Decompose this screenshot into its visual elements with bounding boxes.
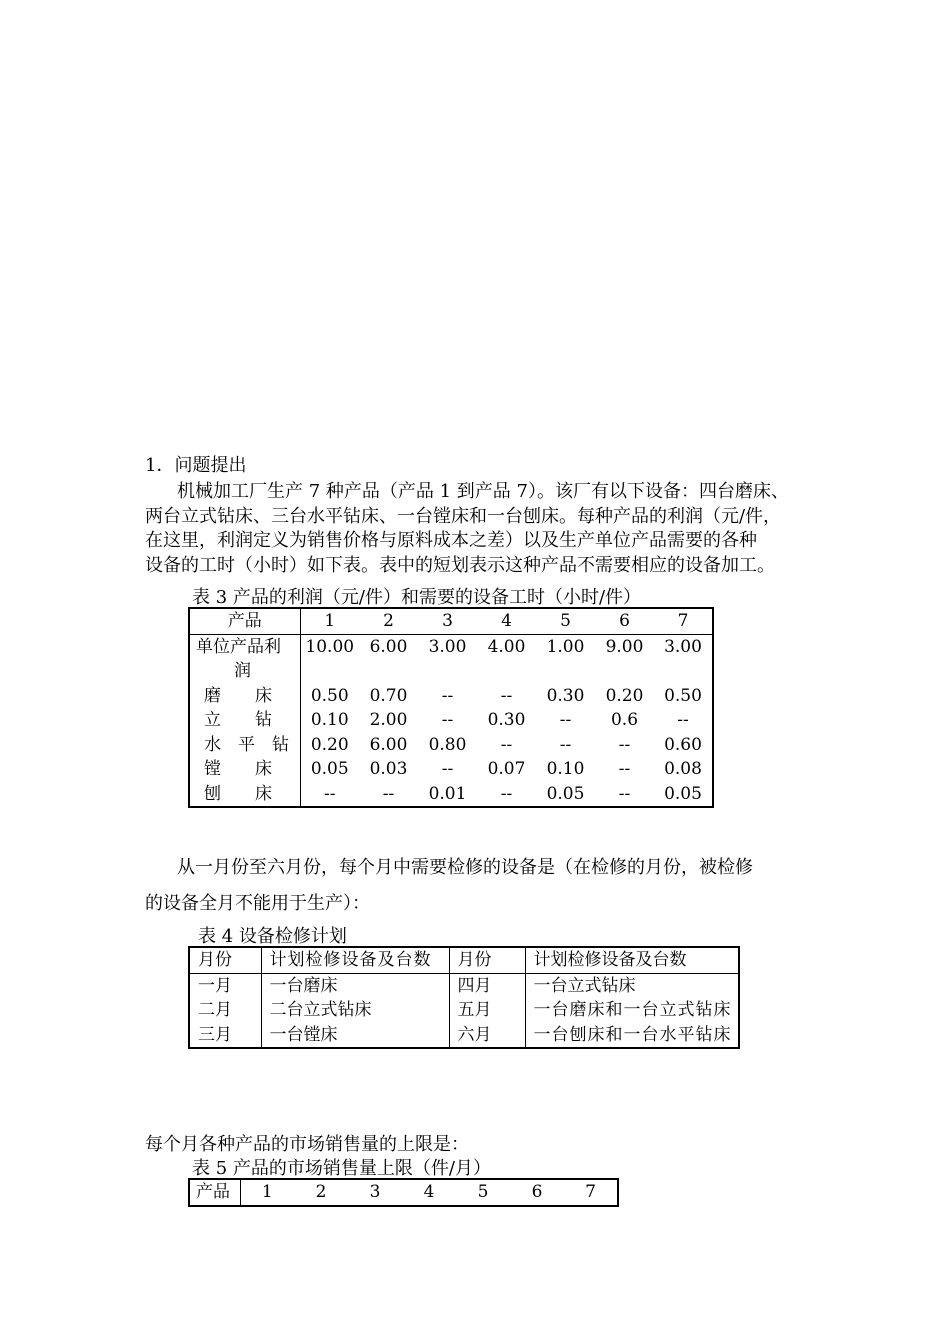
row-label xyxy=(189,634,300,684)
table-cell: -- xyxy=(500,685,513,706)
header-cell: 月份 xyxy=(189,947,261,973)
header-cell: 3 xyxy=(369,1182,381,1202)
table-header-row xyxy=(189,947,739,973)
header-cell: 7 xyxy=(654,608,713,634)
table-cell: 0.30 xyxy=(487,710,526,730)
table-cell: -- xyxy=(441,685,454,706)
table-cell: -- xyxy=(618,759,631,779)
table-row xyxy=(189,998,739,1023)
header-cell: 5 xyxy=(536,608,595,634)
table-cell: 四月 xyxy=(449,973,525,998)
table-cell: 二台立式钻床 xyxy=(261,998,449,1023)
table-row xyxy=(189,684,713,709)
table-cell: 9.00 xyxy=(605,636,644,657)
maintenance-line: 从一月份至六月份，每个月中需要检修的设备是（在检修的月份，被检修 xyxy=(177,857,753,878)
header-cell: 7 xyxy=(585,1182,596,1202)
table-cell: 0.10 xyxy=(546,759,585,779)
intro-line: 两台立式钻床、三台水平钻床、一台镗床和一台刨床。每种产品的利润（元/件， xyxy=(145,505,782,527)
table-cell: 6.00 xyxy=(369,636,408,657)
table-cell: 0.05 xyxy=(664,783,702,804)
table-cell: -- xyxy=(441,710,454,730)
header-cell: 月份 xyxy=(449,947,525,973)
table-cell: 一台刨床和一台水平钻床 xyxy=(533,1024,732,1045)
table-header-row xyxy=(189,608,713,634)
table-cell: 0.20 xyxy=(605,685,644,706)
table-cell: 0.20 xyxy=(310,734,349,755)
intro-line: 在这里，利润定义为销售价格与原料成本之差）以及生产单位产品需要的各种 xyxy=(145,530,757,551)
row-label: 磨 床 xyxy=(189,684,300,709)
table-cell: 0.70 xyxy=(369,685,408,706)
header-cell: 产品 xyxy=(189,1179,240,1206)
table-cell: 0.08 xyxy=(664,759,702,779)
table-cell: 一台镗床 xyxy=(261,1023,449,1049)
table-cell: 0.80 xyxy=(428,734,467,755)
table-cell: 3.00 xyxy=(664,636,702,657)
header-cell: 2 xyxy=(315,1182,327,1202)
header-cell: 4 xyxy=(423,1182,435,1202)
table-cell: 0.10 xyxy=(310,710,349,730)
table-cell: -- xyxy=(677,710,689,730)
table-row xyxy=(189,733,713,758)
table-row xyxy=(189,708,713,733)
table-cell: -- xyxy=(324,783,336,804)
header-cell: 计划检修设备及台数 xyxy=(261,947,449,973)
table-cell: 4.00 xyxy=(487,636,526,657)
header-cell: 5 xyxy=(477,1182,489,1202)
header-cell: 3 xyxy=(418,608,477,634)
table-cell: 0.50 xyxy=(310,685,349,706)
maintenance-plan-table xyxy=(188,946,740,1049)
table-cell: 一台磨床和一台立式钻床 xyxy=(533,1000,732,1020)
table-cell: -- xyxy=(441,759,454,779)
row-label: 刨 床 xyxy=(189,782,300,808)
row-label: 水 平 钻 xyxy=(189,733,300,758)
header-cell: 产品 xyxy=(189,608,300,634)
table-cell: 0.01 xyxy=(428,783,467,804)
intro-paragraph xyxy=(145,480,825,578)
table-cell: -- xyxy=(500,783,513,804)
header-cell: 1 xyxy=(300,608,359,634)
table-cell: 二月 xyxy=(189,998,261,1023)
table-row xyxy=(189,782,713,808)
maintenance-line: 的设备全月不能用于生产）： xyxy=(145,893,370,914)
table-cell: 一台立式钻床 xyxy=(533,975,636,996)
table-cell: 0.03 xyxy=(369,759,408,779)
header-cell: 6 xyxy=(531,1182,543,1202)
table-cell: -- xyxy=(382,783,395,804)
table-cell: 0.05 xyxy=(546,783,585,804)
table-cell: 0.50 xyxy=(664,685,702,706)
header-cell: 4 xyxy=(477,608,536,634)
header-cell: 1 xyxy=(261,1182,273,1202)
table-cell: 0.05 xyxy=(310,759,349,779)
profit-hours-table xyxy=(188,607,714,808)
table-cell: 0.07 xyxy=(487,759,526,779)
row-label: 镗 床 xyxy=(189,757,300,782)
table-cell: 0.30 xyxy=(546,685,585,706)
table-cell: 10.00 xyxy=(305,636,355,657)
table-cell: 2.00 xyxy=(369,710,408,730)
table-cell: 6.00 xyxy=(369,734,408,755)
table-cell: 五月 xyxy=(449,998,525,1023)
table-cell: 3.00 xyxy=(428,636,467,657)
table-cell: 0.6 xyxy=(610,710,639,730)
table4-caption: 表 4 设备检修计划 xyxy=(198,926,347,947)
row-label: 立 钻 xyxy=(189,708,300,733)
table-cell: 一台磨床 xyxy=(261,973,449,998)
header-cell: 2 xyxy=(359,608,418,634)
row-label-line: 润 xyxy=(234,661,251,681)
market-limit-text: 每个月各种产品的市场销售量的上限是： xyxy=(145,1134,469,1155)
table-cell: 六月 xyxy=(449,1023,525,1049)
intro-line: 设备的工时（小时）如下表。表中的短划表示这种产品不需要相应的设备加工。 xyxy=(145,554,775,576)
section-title: 1．问题提出 xyxy=(145,455,247,476)
table3-caption: 表 3 产品的利润（元/件）和需要的设备工时（小时/件） xyxy=(192,587,642,608)
table-cell: -- xyxy=(500,734,513,755)
table-cell: 0.60 xyxy=(664,734,702,755)
table-row xyxy=(189,634,713,684)
intro-line: 机械加工厂生产 7 种产品（产品 1 到产品 7）。该厂有以下设备：四台磨床、 xyxy=(177,481,789,502)
market-limit-table xyxy=(188,1178,619,1207)
table-cell: 一月 xyxy=(189,973,261,998)
table-cell: 三月 xyxy=(189,1023,261,1049)
table-cell: -- xyxy=(559,710,572,730)
table-row xyxy=(189,973,739,998)
table-cell: -- xyxy=(618,734,631,755)
table-row xyxy=(189,757,713,782)
row-label-line: 单位产品利 xyxy=(196,636,281,657)
table-cell: -- xyxy=(559,734,572,755)
table-header-row xyxy=(189,1179,618,1206)
header-cell: 计划检修设备及台数 xyxy=(525,947,739,973)
table-cell: -- xyxy=(618,783,631,804)
header-cell: 6 xyxy=(595,608,654,634)
table-cell: 1.00 xyxy=(546,636,585,657)
table-row xyxy=(189,1023,739,1049)
maintenance-paragraph xyxy=(145,850,825,922)
table5-caption: 表 5 产品的市场销售量上限（件/月） xyxy=(192,1158,491,1179)
